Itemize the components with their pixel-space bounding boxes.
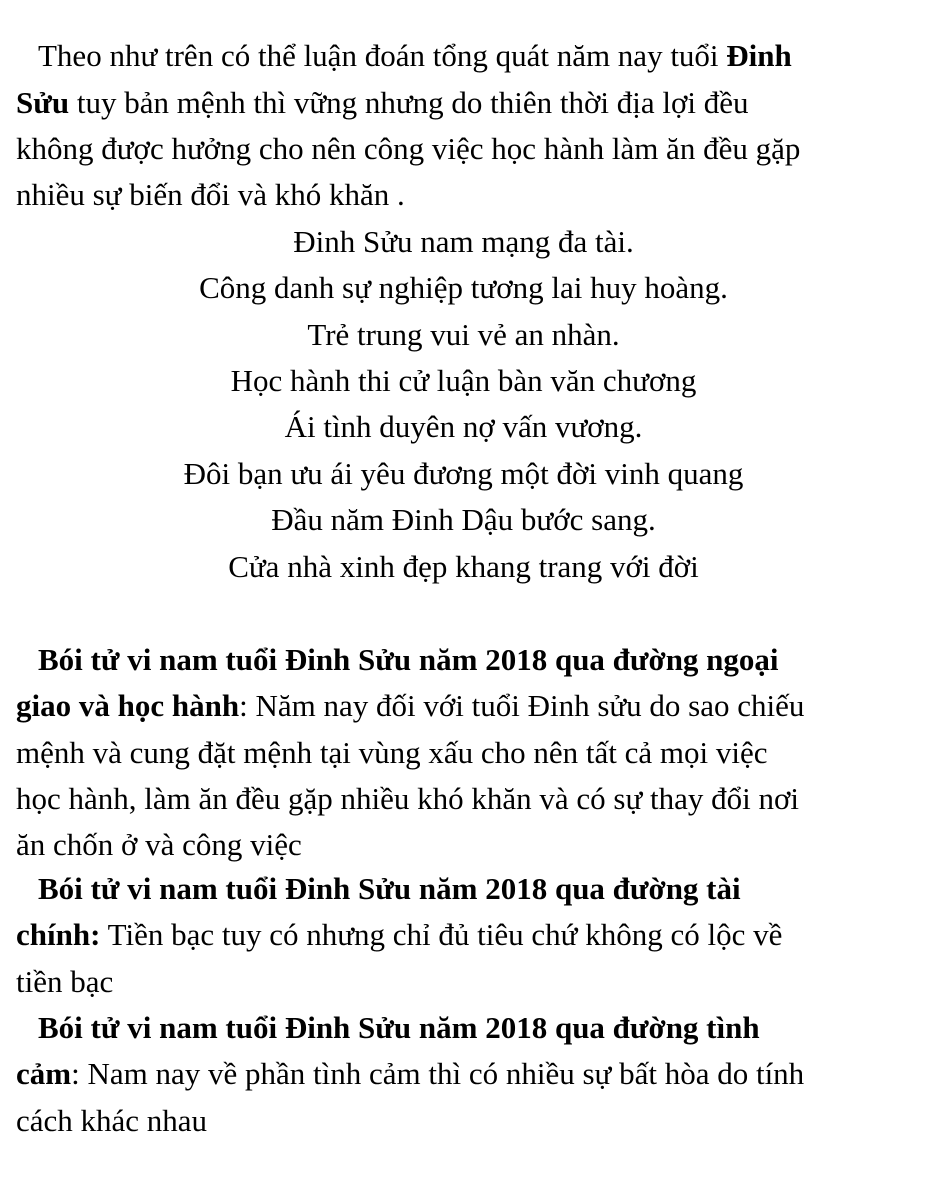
section-love-line-3: cách khác nhau [16, 1103, 208, 1138]
section-love-heading-text: cảm [16, 1056, 72, 1091]
section-finance-heading-text: chính: [16, 917, 101, 952]
poem-line: Đầu năm Đinh Dậu bước sang. [271, 502, 656, 537]
section-study-line-2 [16, 683, 804, 730]
section-study-line-5: ăn chốn ở và công việc [16, 827, 302, 862]
section-study-heading-text: giao và học hành [16, 688, 240, 723]
poem-line: Học hành thi cử luận bàn văn chương [230, 363, 697, 398]
section-love-line-2 [16, 1051, 804, 1098]
poem-line: Ái tình duyên nợ vấn vương. [284, 409, 643, 444]
section-study-text: : Năm nay đối với tuổi Đinh sửu do sao chiếu [239, 688, 805, 723]
section-love-text: : Nam nay về phần tình cảm thì có nhiều sự bất hòa do tính [71, 1056, 805, 1091]
section-finance-line-2 [16, 912, 782, 959]
section-finance-line-3: tiền bạc [16, 964, 114, 999]
intro-text: Theo như trên có thể luận đoán tổng quát năm nay tuổi [38, 38, 727, 73]
poem-line: Trẻ trung vui vẻ an nhàn. [307, 317, 620, 352]
intro-line-1 [38, 33, 792, 80]
intro-line-2 [16, 80, 749, 127]
section-love-heading-text: Bói tử vi nam tuổi Đinh Sửu năm 2018 qua đường tình [38, 1010, 760, 1045]
section-finance-text: Tiền bạc tuy có nhưng chỉ đủ tiêu chứ không có lộc về [100, 917, 783, 952]
intro-bold-name: Đinh [726, 38, 792, 73]
section-finance-heading-text: Bói tử vi nam tuổi Đinh Sửu năm 2018 qua đường tài [38, 871, 741, 906]
section-finance-heading [38, 866, 741, 913]
section-study-line-3: mệnh và cung đặt mệnh tại vùng xấu cho nên tất cả mọi việc [16, 735, 768, 770]
section-study-heading-text: Bói tử vi nam tuổi Đinh Sửu năm 2018 qua đường ngoại [38, 642, 779, 677]
section-study-heading [38, 637, 779, 684]
intro-line-4: nhiều sự biến đổi và khó khăn . [16, 177, 405, 212]
intro-text: tuy bản mệnh thì vững nhưng do thiên thời địa lợi đều [69, 85, 749, 120]
poem-line: Đinh Sửu nam mạng đa tài. [293, 224, 634, 259]
poem-line: Cửa nhà xinh đẹp khang trang với đời [228, 549, 699, 584]
intro-bold-name-2: Sửu [16, 85, 70, 120]
poem-line: Đôi bạn ưu ái yêu đương một đời vinh quang [183, 456, 744, 491]
poem-line: Công danh sự nghiệp tương lai huy hoàng. [199, 270, 728, 305]
intro-line-3: không được hưởng cho nên công việc học hành làm ăn đều gặp [16, 131, 801, 166]
section-love-heading [38, 1005, 760, 1052]
section-study-line-4: học hành, làm ăn đều gặp nhiều khó khăn và có sự thay đổi nơi [16, 781, 800, 816]
